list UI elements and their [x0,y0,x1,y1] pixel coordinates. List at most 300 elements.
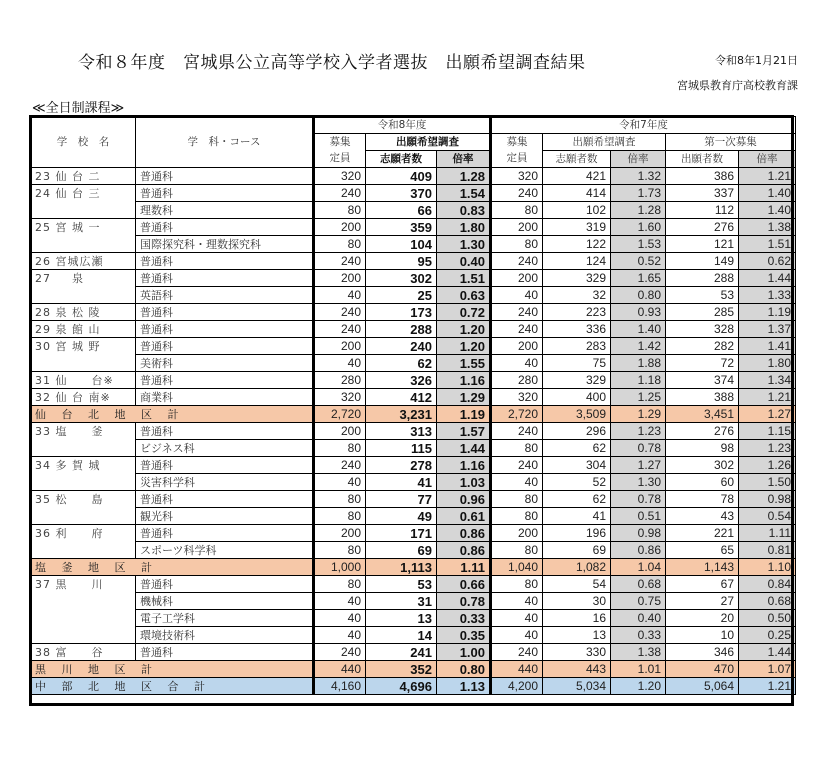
r7-applicants: 41 [543,508,611,525]
r7-capacity: 80 [491,576,543,593]
r8-capacity: 240 [314,185,366,202]
r7-applicants: 443 [543,661,611,678]
r7-first-applicants: 276 [666,219,739,236]
header-r7-capacity-bottom: 定員 [491,151,543,168]
school-name: 36 利 府 [31,525,136,542]
r8-capacity: 40 [314,287,366,304]
r7-ratio: 1.30 [611,474,666,491]
region-label: 仙 台 北 地 区 計 [31,406,314,423]
subtotal-row [31,661,796,678]
r7-capacity: 2,720 [491,406,543,423]
r7-capacity: 240 [491,185,543,202]
r7-first-ratio: 0.98 [739,491,796,508]
page-title: 令和８年度 宮城県公立高等学校入学者選抜 出願希望調査結果 [78,53,586,73]
r7-ratio: 1.27 [611,457,666,474]
r7-first-applicants: 121 [666,236,739,253]
r8-applicants: 14 [366,627,437,644]
r8-applicants: 104 [366,236,437,253]
header-r7: 令和7年度 [491,117,796,134]
r8-ratio: 0.72 [437,304,491,321]
r8-capacity: 40 [314,610,366,627]
header-r7-first-ratio: 倍率 [739,151,796,168]
region-label: 黒 川 地 区 計 [31,661,314,678]
school-name: 34 多 賀 城 [31,457,136,474]
r8-capacity: 200 [314,338,366,355]
r8-ratio: 1.30 [437,236,491,253]
school-name: 27 泉 [31,270,136,287]
r8-capacity: 320 [314,168,366,185]
r8-applicants: 66 [366,202,437,219]
header-r8-ratio: 倍率 [437,151,491,168]
r7-first-ratio: 1.38 [739,219,796,236]
r8-ratio: 1.11 [437,559,491,576]
r7-applicants: 69 [543,542,611,559]
course-name: スポーツ科学科 [136,542,314,559]
r8-ratio: 0.83 [437,202,491,219]
r7-first-ratio: 1.41 [739,338,796,355]
school-name: 30 宮 城 野 [31,338,136,355]
r8-ratio: 1.16 [437,457,491,474]
r7-ratio: 1.73 [611,185,666,202]
school-name [31,610,136,627]
r7-first-ratio: 1.19 [739,304,796,321]
r8-capacity: 240 [314,304,366,321]
header-r8-capacity-top: 募集 [314,134,366,151]
r7-first-applicants: 302 [666,457,739,474]
course-name: 普通科 [136,644,314,661]
course-name: 普通科 [136,219,314,236]
r7-first-applicants: 328 [666,321,739,338]
r7-applicants: 421 [543,168,611,185]
r7-capacity: 80 [491,508,543,525]
course-name: 普通科 [136,491,314,508]
table-row [31,508,796,525]
table-row [31,627,796,644]
table-row [31,185,796,202]
course-name: 普通科 [136,168,314,185]
header-r7-applicants: 志願者数 [543,151,611,168]
school-name: 24 仙 台 三 [31,185,136,202]
r8-capacity: 2,720 [314,406,366,423]
r7-capacity: 440 [491,661,543,678]
region-label: 塩 釜 地 区 計 [31,559,314,576]
r8-ratio: 1.57 [437,423,491,440]
school-name [31,542,136,559]
school-name [31,474,136,491]
r7-first-ratio: 1.40 [739,202,796,219]
r7-first-applicants: 470 [666,661,739,678]
r8-ratio: 0.63 [437,287,491,304]
r7-capacity: 320 [491,389,543,406]
r7-first-applicants: 149 [666,253,739,270]
course-name: 普通科 [136,423,314,440]
school-name: 38 富 谷 [31,644,136,661]
r7-ratio: 0.68 [611,576,666,593]
r7-ratio: 0.33 [611,627,666,644]
r7-capacity: 240 [491,253,543,270]
table-row [31,287,796,304]
table-row [31,338,796,355]
table-body [31,168,796,695]
r7-ratio: 0.78 [611,440,666,457]
r7-applicants: 102 [543,202,611,219]
r8-ratio: 0.78 [437,593,491,610]
r7-applicants: 16 [543,610,611,627]
r7-capacity: 80 [491,491,543,508]
r7-ratio: 0.86 [611,542,666,559]
header-r7-survey: 出願希望調査 [543,134,666,151]
header-r7-capacity-top: 募集 [491,134,543,151]
header-course: 学 科・コース [136,117,314,168]
table-row [31,423,796,440]
r7-first-ratio: 1.50 [739,474,796,491]
r7-first-applicants: 5,064 [666,678,739,695]
r8-applicants: 370 [366,185,437,202]
r7-first-ratio: 0.68 [739,593,796,610]
r7-applicants: 330 [543,644,611,661]
r8-capacity: 280 [314,372,366,389]
course-name: 観光科 [136,508,314,525]
r8-ratio: 1.19 [437,406,491,423]
r7-capacity: 4,200 [491,678,543,695]
r7-first-applicants: 43 [666,508,739,525]
r7-first-applicants: 78 [666,491,739,508]
r7-applicants: 304 [543,457,611,474]
r8-ratio: 0.61 [437,508,491,525]
r8-ratio: 1.20 [437,338,491,355]
r7-first-applicants: 98 [666,440,739,457]
course-name: 普通科 [136,457,314,474]
school-name [31,355,136,372]
r8-capacity: 80 [314,236,366,253]
r8-applicants: 13 [366,610,437,627]
r7-ratio: 1.40 [611,321,666,338]
r8-ratio: 0.96 [437,491,491,508]
r7-ratio: 1.04 [611,559,666,576]
school-name: 28 泉 松 陵 [31,304,136,321]
school-name: 23 仙 台 二 [31,168,136,185]
r8-applicants: 240 [366,338,437,355]
r7-capacity: 280 [491,372,543,389]
header-r8-capacity-bottom: 定員 [314,151,366,168]
report-date: 令和8年1月21日 [715,54,798,67]
r7-ratio: 1.01 [611,661,666,678]
r8-applicants: 302 [366,270,437,287]
course-name: 災害科学科 [136,474,314,491]
r8-ratio: 0.80 [437,661,491,678]
table-row [31,576,796,593]
r8-applicants: 25 [366,287,437,304]
r7-applicants: 62 [543,491,611,508]
r8-capacity: 40 [314,355,366,372]
r7-capacity: 40 [491,610,543,627]
r7-first-ratio: 1.23 [739,440,796,457]
r7-ratio: 1.38 [611,644,666,661]
r7-applicants: 223 [543,304,611,321]
r7-first-applicants: 276 [666,423,739,440]
r8-ratio: 1.44 [437,440,491,457]
r7-first-applicants: 388 [666,389,739,406]
r8-applicants: 3,231 [366,406,437,423]
course-name: 普通科 [136,270,314,287]
r7-capacity: 320 [491,168,543,185]
school-name: 33 塩 釜 [31,423,136,440]
r7-ratio: 1.88 [611,355,666,372]
r7-ratio: 0.75 [611,593,666,610]
r7-applicants: 329 [543,372,611,389]
school-name: 26 宮城広瀬 [31,253,136,270]
r7-first-ratio: 0.81 [739,542,796,559]
r7-first-ratio: 0.25 [739,627,796,644]
r8-applicants: 4,696 [366,678,437,695]
r7-capacity: 200 [491,525,543,542]
r7-first-ratio: 1.21 [739,389,796,406]
header-r7-first-applicants: 出願者数 [666,151,739,168]
r7-first-applicants: 346 [666,644,739,661]
course-name: 普通科 [136,185,314,202]
school-name: 32 仙 台 南※ [31,389,136,406]
r7-ratio: 1.29 [611,406,666,423]
r7-first-ratio: 0.62 [739,253,796,270]
table-row [31,440,796,457]
r8-capacity: 40 [314,627,366,644]
r8-ratio: 1.16 [437,372,491,389]
table-row [31,372,796,389]
department-name: 宮城県教育庁高校教育課 [677,79,798,92]
course-name: 普通科 [136,576,314,593]
table-row [31,270,796,287]
r8-applicants: 31 [366,593,437,610]
r8-ratio: 0.86 [437,542,491,559]
table-row [31,474,796,491]
r8-applicants: 77 [366,491,437,508]
r7-capacity: 40 [491,355,543,372]
header-r7-ratio: 倍率 [611,151,666,168]
r7-applicants: 75 [543,355,611,372]
r7-first-applicants: 337 [666,185,739,202]
r8-ratio: 0.86 [437,525,491,542]
r7-capacity: 80 [491,236,543,253]
r8-ratio: 1.54 [437,185,491,202]
r8-capacity: 320 [314,389,366,406]
r7-ratio: 0.51 [611,508,666,525]
r7-capacity: 200 [491,338,543,355]
r7-first-ratio: 1.34 [739,372,796,389]
r7-first-applicants: 282 [666,338,739,355]
r7-ratio: 1.65 [611,270,666,287]
r7-capacity: 240 [491,423,543,440]
r7-first-ratio: 1.10 [739,559,796,576]
section-label: ≪全日制課程≫ [32,101,125,116]
r8-ratio: 0.40 [437,253,491,270]
table-row [31,389,796,406]
r7-applicants: 283 [543,338,611,355]
r8-capacity: 80 [314,440,366,457]
r7-first-ratio: 0.84 [739,576,796,593]
r7-applicants: 196 [543,525,611,542]
r7-first-ratio: 1.44 [739,644,796,661]
r7-first-ratio: 1.51 [739,236,796,253]
r8-applicants: 69 [366,542,437,559]
r7-ratio: 1.28 [611,202,666,219]
r7-first-ratio: 1.40 [739,185,796,202]
school-name [31,440,136,457]
r8-applicants: 1,113 [366,559,437,576]
r7-applicants: 13 [543,627,611,644]
table-row [31,355,796,372]
r7-first-applicants: 221 [666,525,739,542]
r8-applicants: 49 [366,508,437,525]
table-row [31,491,796,508]
course-name: 英語科 [136,287,314,304]
r7-first-applicants: 374 [666,372,739,389]
r7-capacity: 80 [491,542,543,559]
r7-capacity: 80 [491,202,543,219]
r7-ratio: 0.78 [611,491,666,508]
table-row [31,457,796,474]
r7-applicants: 329 [543,270,611,287]
r8-applicants: 115 [366,440,437,457]
r7-first-applicants: 60 [666,474,739,491]
r7-first-ratio: 1.27 [739,406,796,423]
r7-applicants: 1,082 [543,559,611,576]
r7-capacity: 1,040 [491,559,543,576]
r7-first-ratio: 0.50 [739,610,796,627]
course-name: 電子工学科 [136,610,314,627]
r8-capacity: 40 [314,593,366,610]
table-row [31,304,796,321]
r8-applicants: 409 [366,168,437,185]
r7-applicants: 52 [543,474,611,491]
r8-capacity: 80 [314,491,366,508]
header-r8: 令和8年度 [314,117,491,134]
header-r8-survey: 出願希望調査 [366,134,491,151]
school-name [31,627,136,644]
r8-ratio: 1.00 [437,644,491,661]
table-row [31,253,796,270]
r7-capacity: 200 [491,219,543,236]
r8-capacity: 240 [314,644,366,661]
r8-capacity: 200 [314,423,366,440]
r7-first-ratio: 1.33 [739,287,796,304]
r8-applicants: 352 [366,661,437,678]
r7-first-applicants: 65 [666,542,739,559]
r7-first-ratio: 1.21 [739,678,796,695]
table-row [31,321,796,338]
r7-ratio: 0.98 [611,525,666,542]
r7-ratio: 0.80 [611,287,666,304]
r7-capacity: 40 [491,287,543,304]
r7-applicants: 32 [543,287,611,304]
table-row [31,593,796,610]
r7-ratio: 1.18 [611,372,666,389]
course-name: 美術科 [136,355,314,372]
table-row [31,542,796,559]
school-name [31,287,136,304]
r7-first-applicants: 3,451 [666,406,739,423]
r7-first-applicants: 72 [666,355,739,372]
r8-ratio: 1.55 [437,355,491,372]
r7-capacity: 40 [491,474,543,491]
r7-first-applicants: 285 [666,304,739,321]
course-name: 理数科 [136,202,314,219]
r8-applicants: 95 [366,253,437,270]
r7-applicants: 336 [543,321,611,338]
r8-capacity: 200 [314,525,366,542]
r8-applicants: 62 [366,355,437,372]
r7-ratio: 0.52 [611,253,666,270]
r8-capacity: 240 [314,457,366,474]
region-label: 中 部 北 地 区 合 計 [31,678,314,695]
r7-applicants: 414 [543,185,611,202]
r7-ratio: 1.53 [611,236,666,253]
r8-applicants: 171 [366,525,437,542]
r7-first-applicants: 288 [666,270,739,287]
course-name: ビジネス科 [136,440,314,457]
course-name: 国際探究科・理数探究科 [136,236,314,253]
school-name: 31 仙 台※ [31,372,136,389]
r7-ratio: 0.40 [611,610,666,627]
r8-ratio: 1.28 [437,168,491,185]
r7-first-ratio: 1.11 [739,525,796,542]
header-r8-applicants: 志願者数 [366,151,437,168]
table-row [31,236,796,253]
r7-capacity: 240 [491,457,543,474]
r7-ratio: 0.93 [611,304,666,321]
r7-applicants: 122 [543,236,611,253]
r8-capacity: 240 [314,321,366,338]
r7-first-applicants: 386 [666,168,739,185]
r7-applicants: 3,509 [543,406,611,423]
r7-applicants: 319 [543,219,611,236]
header-school: 学 校 名 [31,117,136,168]
r8-applicants: 313 [366,423,437,440]
r7-capacity: 240 [491,644,543,661]
r8-capacity: 200 [314,270,366,287]
r8-applicants: 278 [366,457,437,474]
school-name: 35 松 島 [31,491,136,508]
school-name [31,508,136,525]
school-name [31,593,136,610]
r7-first-ratio: 1.37 [739,321,796,338]
r7-ratio: 1.23 [611,423,666,440]
r8-applicants: 288 [366,321,437,338]
r8-ratio: 0.35 [437,627,491,644]
r7-first-applicants: 10 [666,627,739,644]
course-name: 普通科 [136,321,314,338]
r7-applicants: 54 [543,576,611,593]
r7-capacity: 40 [491,627,543,644]
r8-applicants: 173 [366,304,437,321]
r7-first-ratio: 1.80 [739,355,796,372]
r8-capacity: 40 [314,474,366,491]
r7-ratio: 1.32 [611,168,666,185]
school-name: 29 泉 館 山 [31,321,136,338]
r8-applicants: 41 [366,474,437,491]
subtotal-row [31,559,796,576]
r7-first-ratio: 1.07 [739,661,796,678]
r8-capacity: 4,160 [314,678,366,695]
r8-ratio: 1.29 [437,389,491,406]
course-name: 普通科 [136,253,314,270]
course-name: 環境技術科 [136,627,314,644]
table-row [31,644,796,661]
r7-capacity: 240 [491,321,543,338]
r7-capacity: 240 [491,304,543,321]
r7-ratio: 1.60 [611,219,666,236]
course-name: 商業科 [136,389,314,406]
school-name [31,202,136,219]
